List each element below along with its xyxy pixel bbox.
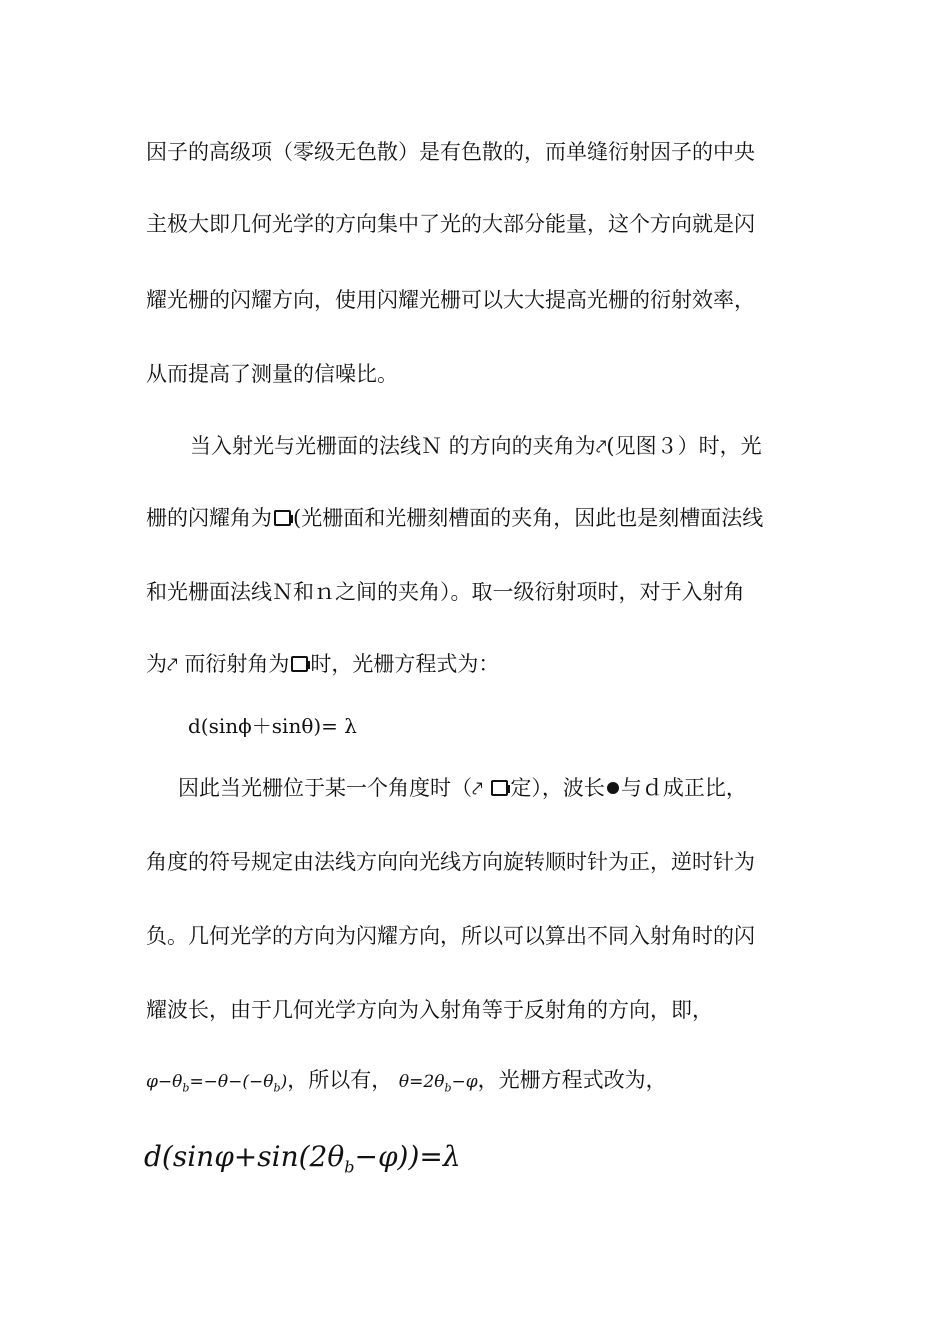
text-line: 角度的符号规定由法线方向向光线方向旋转顺时针为正，逆时针为 (146, 850, 755, 874)
text-line (146, 650, 499, 679)
theta-symbol-icon (491, 780, 508, 796)
text-line: 从而提高了测量的信噪比。 (146, 362, 398, 386)
text-segment: 而衍射角为 (177, 652, 290, 676)
text-segment: 时，光栅方程式为： (310, 652, 500, 676)
text-segment: 当入射光与光栅面的法线Ｎ 的方向的夹角为 (190, 434, 596, 458)
math-part: =−θ−(−θ (189, 1072, 274, 1092)
text-segment: 因此当光栅位于某一个角度时（ (178, 776, 472, 800)
math-subscript: b (344, 1157, 355, 1177)
math-part: θ=2θ (398, 1072, 445, 1092)
text-segment: (光栅面和光栅刻槽面的夹角，因此也是刻槽面法线 (293, 506, 764, 530)
text-line (146, 1066, 667, 1102)
text-segment: (见图３）时，光 (606, 434, 762, 458)
text-line (190, 432, 762, 461)
text-segment: 栅的闪耀角为 (146, 506, 272, 530)
text-segment: ，所以有， (287, 1068, 393, 1092)
text-line (178, 774, 747, 803)
math-part: ) (280, 1072, 288, 1092)
math-subscript: b (273, 1081, 281, 1095)
text-line: 负。几何光学的方向为闪耀方向，所以可以算出不同入射角时的闪 (146, 924, 755, 948)
text-line: 主极大即几何光学的方向集中了光的大部分能量，这个方向就是闪 (146, 212, 755, 236)
text-line: 和光栅面法线Ｎ和ｎ之间的夹角）。取一级衍射项时，对于入射角 (146, 580, 745, 604)
phi-symbol-icon: ⤤ (595, 436, 607, 458)
theta-relation (398, 1072, 478, 1095)
modified-grating-equation (144, 1140, 461, 1177)
math-subscript: b (444, 1081, 452, 1095)
math-part: φ−θ (146, 1072, 183, 1092)
math-part: −φ (451, 1072, 478, 1092)
phi-symbol-icon: ⤤ (167, 654, 178, 676)
text-segment: 定），波长 (510, 776, 605, 800)
lambda-symbol-icon (607, 782, 619, 794)
text-line (146, 504, 763, 532)
text-segment: 与ｄ成正比， (620, 776, 747, 800)
reflection-relation (146, 1072, 288, 1095)
text-line: 耀光栅的闪耀方向，使用闪耀光栅可以大大提高光栅的衍射效率， (146, 288, 755, 312)
math-part: −φ))=λ (354, 1140, 461, 1173)
text-segment: ，光栅方程式改为， (477, 1068, 667, 1092)
text-segment: 为 (146, 652, 167, 676)
math-subscript: b (182, 1081, 190, 1095)
phi-symbol-icon: ⤤ (472, 778, 483, 800)
math-part: d(sinφ+sin(2θ (144, 1140, 345, 1173)
text-line: 耀波长，由于几何光学方向为入射角等于反射角的方向，即， (146, 998, 713, 1022)
text-line: 因子的高级项（零级无色散）是有色散的，而单缝衍射因子的中央 (146, 140, 755, 164)
grating-equation: d(sinϕ＋sinθ)= λ (188, 714, 357, 738)
theta-symbol-icon (274, 510, 291, 526)
theta-symbol-icon (291, 656, 308, 672)
